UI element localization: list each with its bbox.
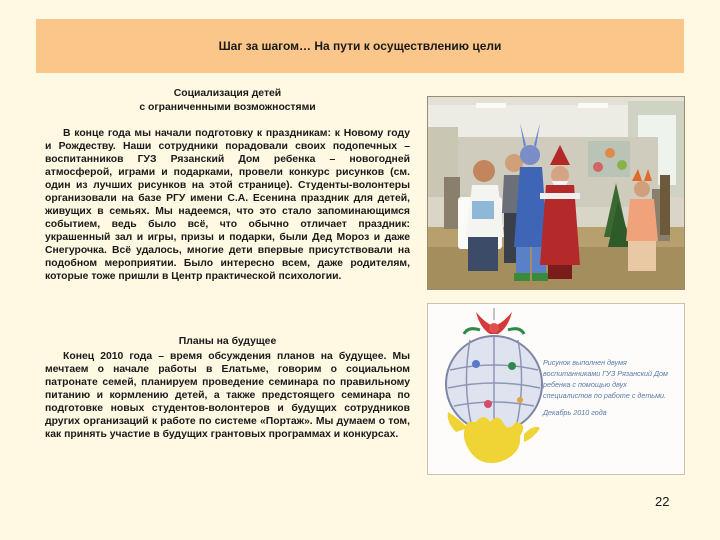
event-photo-illustration: [428, 97, 684, 289]
drawing-caption-text: Рисунок выполнен двумя воспитанниками ГУЗ Рязанский Дом ребенка с помощью двух специалистов по работе с детьми.: [543, 358, 668, 400]
section-body: Конец 2010 года – время обсуждения планов на будущее. Мы мечтаем о начале работы в Елатьме, говорим о социальном патронате семей, планируем проведение семинара по правильному питанию и кормлению детей, а также предстоящего семинара по подготовке новых студентов-волонтеров и будущих сотрудников других организаций к работе по системе «Портаж». Мы думаем о том, как принять участие в будущих грантовых программах и конкурсах.: [45, 351, 410, 440]
section-future-plans: [45, 335, 410, 441]
section-title-line-1: Социализация детей: [173, 88, 282, 99]
header-banner: [36, 19, 684, 73]
drawing-caption: [543, 357, 668, 418]
section-body: В конце года мы начали подготовку к праздникам: к Новому году и Рождеству. Наши сотрудники порадовали своих подопечных – воспитанников ГУЗ Рязанский Дом ребенка – новогодней атмосферой, играми и подарками, провели конкурс рисунков (см. один из лучших рисунков на этой странице). Студенты-волонтеры организовали на базе РГУ имени С.А. Есенина праздник для детей, живущих в семьях. Мы надеемся, что это стало запоминающимся событием, ведь было всё, что обычно отличает праздник: украшенный зал и игры, призы и подарки, были Дед Мороз и даже Снегурочка. Всё удалось, многие дети впервые присутствовали на подобном мероприятии. Было интересно всем, даже родителям, которые тоже пришли в Центр практической психологии.: [45, 128, 410, 282]
section-socialization: [45, 87, 410, 283]
section-title: [45, 87, 410, 115]
page-title: Шаг за шагом… На пути к осуществлению цели: [218, 39, 502, 53]
drawing-date: Декабрь 2010 года: [543, 408, 607, 417]
children-drawing: [427, 303, 685, 475]
section-title-line-2: с ограниченными возможностями: [139, 102, 316, 113]
event-photo: [427, 96, 685, 290]
section-title: Планы на будущее: [178, 336, 277, 347]
page-number: 22: [655, 494, 670, 509]
